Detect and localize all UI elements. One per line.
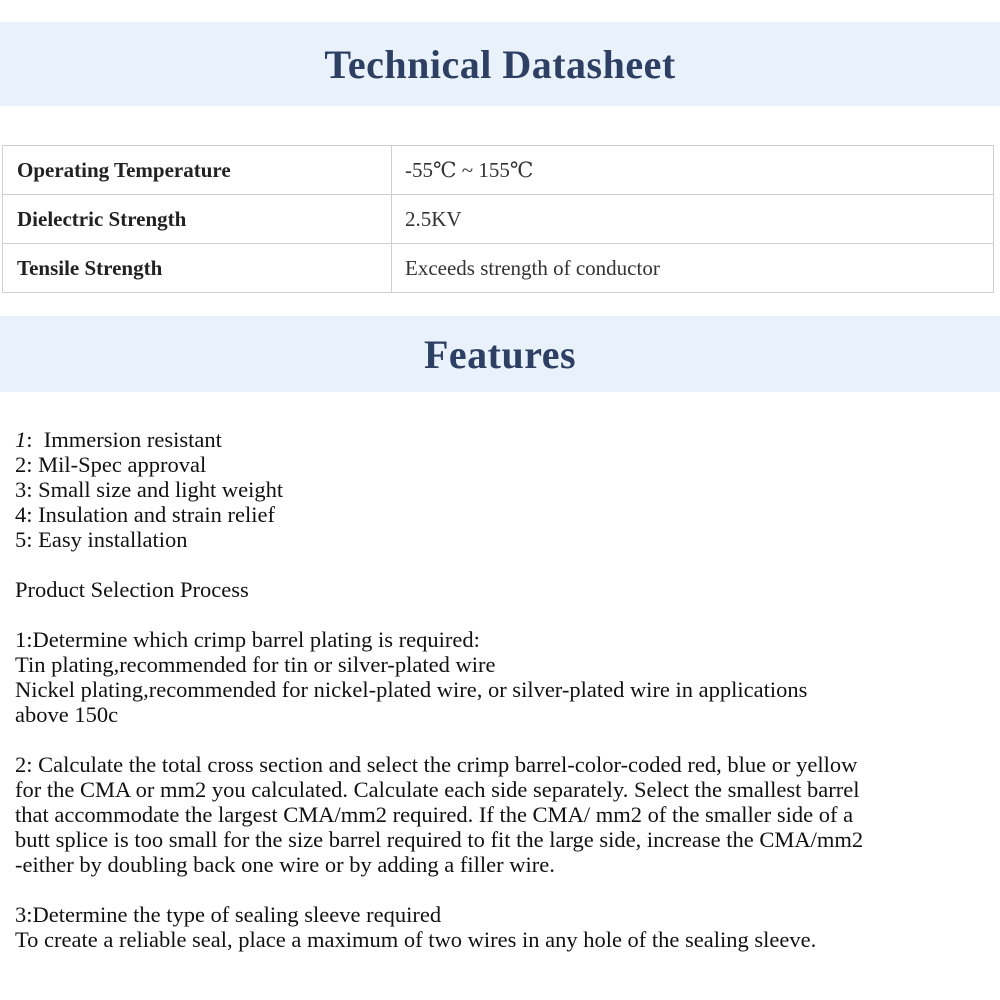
list-item-separator: : xyxy=(26,477,39,502)
features-list xyxy=(15,427,990,552)
step-title: 3:Determine the type of sealing sleeve required xyxy=(15,902,442,927)
list-item-separator: : xyxy=(26,452,39,477)
list-item-text: Small size and light weight xyxy=(38,477,284,502)
spec-value: Exceeds strength of conductor xyxy=(392,244,994,293)
spec-label: Tensile Strength xyxy=(3,244,392,293)
selection-step-1 xyxy=(15,627,990,727)
spec-value: 2.5KV xyxy=(392,195,994,244)
table-row xyxy=(3,146,994,195)
step-line: that accommodate the largest CMA/mm2 required. If the CMA/ mm2 of the smaller side of a xyxy=(15,802,854,827)
spacer xyxy=(15,552,990,577)
spec-table xyxy=(2,145,994,293)
list-item-number: 1 xyxy=(15,427,27,452)
step-line: To create a reliable seal, place a maximum of two wires in any hole of the sealing sleeve. xyxy=(15,927,817,952)
list-item-separator: : xyxy=(26,502,39,527)
list-item-number: 4 xyxy=(15,502,27,527)
list-item xyxy=(15,427,990,452)
list-item-number: 3 xyxy=(15,477,27,502)
table-row xyxy=(3,195,994,244)
list-item-text: Immersion resistant xyxy=(43,427,222,452)
step-line: above 150c xyxy=(15,702,119,727)
step-line: for the CMA or mm2 you calculated. Calculate each side separately. Select the smallest barrel xyxy=(15,777,860,802)
spec-label: Operating Temperature xyxy=(3,146,392,195)
spec-value: -55℃ ~ 155℃ xyxy=(392,146,994,195)
list-item xyxy=(15,502,990,527)
step-line: Nickel plating,recommended for nickel-plated wire, or silver-plated wire in applications xyxy=(15,677,808,702)
list-item-text: Mil-Spec approval xyxy=(38,452,207,477)
list-item-separator: : xyxy=(26,427,44,452)
table-row xyxy=(3,244,994,293)
spec-label: Dielectric Strength xyxy=(3,195,392,244)
step-title: 1:Determine which crimp barrel plating is required: xyxy=(15,627,480,652)
list-item xyxy=(15,527,990,552)
step-line: 2: Calculate the total cross section and select the crimp barrel-color-coded red, blue or yellow xyxy=(15,752,858,777)
list-item-separator: : xyxy=(26,527,39,552)
datasheet-title: Technical Datasheet xyxy=(324,41,676,87)
list-item xyxy=(15,477,990,502)
features-content xyxy=(15,427,990,952)
spacer xyxy=(15,877,990,902)
step-line: -either by doubling back one wire or by adding a filler wire. xyxy=(15,852,555,877)
step-line: butt splice is too small for the size barrel required to fit the large side, increase the CMA/mm2 xyxy=(15,827,864,852)
list-item-text: Insulation and strain relief xyxy=(38,502,275,527)
spacer xyxy=(15,602,990,627)
datasheet-banner xyxy=(0,22,1000,106)
selection-step-3 xyxy=(15,902,990,952)
list-item-number: 5 xyxy=(15,527,27,552)
list-item-number: 2 xyxy=(15,452,27,477)
features-title: Features xyxy=(423,331,577,377)
list-item xyxy=(15,452,990,477)
section-heading: Product Selection Process xyxy=(15,577,249,602)
list-item-text: Easy installation xyxy=(38,527,188,552)
features-banner xyxy=(0,316,1000,392)
selection-step-2 xyxy=(15,752,990,877)
step-line: Tin plating,recommended for tin or silver-plated wire xyxy=(15,652,496,677)
spacer xyxy=(15,727,990,752)
